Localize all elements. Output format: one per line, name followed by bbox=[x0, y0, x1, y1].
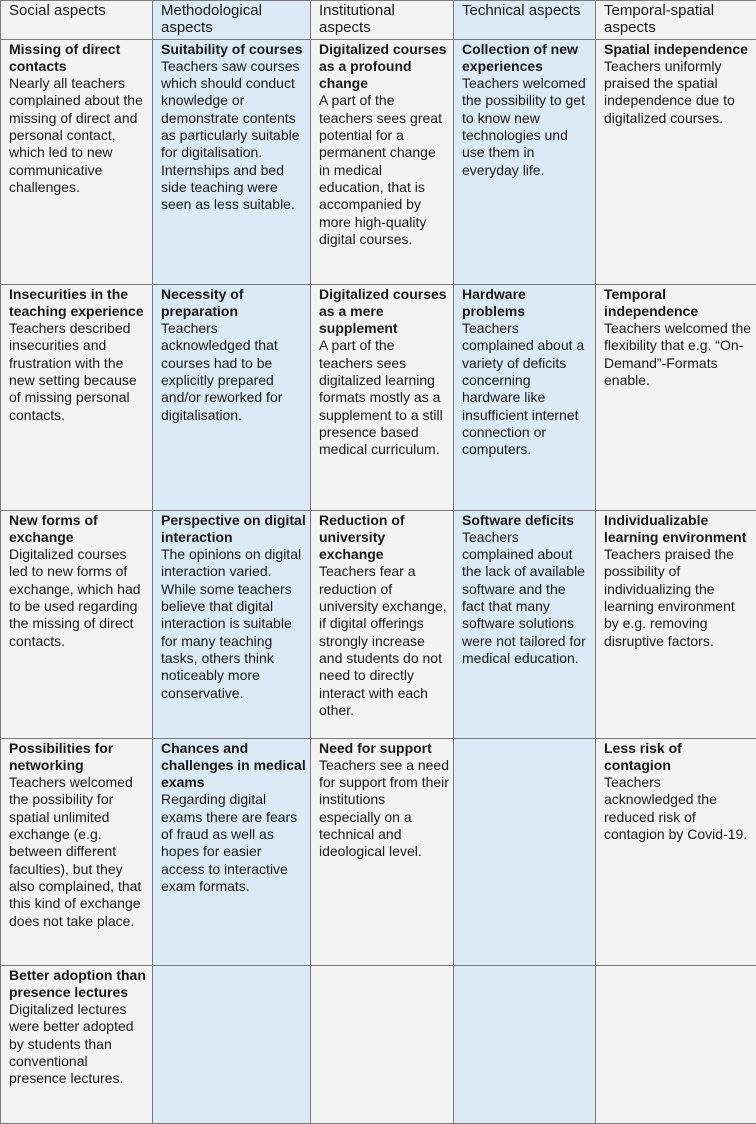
table-cell bbox=[311, 738, 454, 965]
cell-title: Hardware problems bbox=[462, 286, 591, 321]
cell-title: Reduction of university exchange bbox=[319, 512, 449, 564]
table-cell bbox=[153, 39, 311, 284]
cell-text: Regarding digital exams there are fears of fraud as well as hopes for easier access to interactive exam formats. bbox=[161, 791, 306, 895]
table-cell bbox=[454, 510, 596, 738]
cell-title: New forms of exchange bbox=[9, 512, 148, 547]
cell-text: Teachers complained about a variety of deficits concerning hardware like insufficient internet connection or computers. bbox=[462, 320, 591, 458]
table-cell bbox=[454, 39, 596, 284]
table-row bbox=[1, 510, 756, 738]
table-row bbox=[1, 965, 756, 1123]
cell-text: Teachers welcomed the possibility to get to know new technologies und use them in everyday life. bbox=[462, 75, 591, 179]
cell-text: Nearly all teachers complained about the missing of direct and personal contact, which led to new communicative challenges. bbox=[9, 75, 148, 196]
cell-title: Digitalized courses as a mere supplement bbox=[319, 286, 449, 338]
header-technical-aspects: Technical aspects bbox=[454, 1, 596, 40]
cell-title: Chances and challenges in medical exams bbox=[161, 740, 306, 792]
table-row bbox=[1, 284, 756, 510]
cell-title: Less risk of contagion bbox=[604, 740, 752, 775]
header-methodological-aspects: Methodological aspects bbox=[153, 1, 311, 40]
header-row bbox=[1, 1, 756, 40]
table-cell bbox=[1, 39, 153, 284]
cell-text: Digitalized lectures were better adopted by students than conventional presence lectures. bbox=[9, 1001, 148, 1087]
table-cell bbox=[311, 284, 454, 510]
cell-text: Teachers see a need for support from their institutions especially on a technical and ideological level. bbox=[319, 757, 449, 861]
cell-title: Possibilities for networking bbox=[9, 740, 148, 775]
table-cell bbox=[596, 284, 756, 510]
table-cell bbox=[153, 284, 311, 510]
table-cell bbox=[311, 510, 454, 738]
cell-text: A part of the teachers sees digitalized learning formats mostly as a supplement to a still presence based medical curriculum. bbox=[319, 337, 449, 458]
table-cell-empty bbox=[153, 965, 311, 1123]
cell-text: Teachers acknowledged the reduced risk of contagion by Covid-19. bbox=[604, 774, 752, 843]
cell-title: Collection of new experiences bbox=[462, 41, 591, 76]
cell-text: Teachers uniformly praised the spatial independence due to digitalized courses. bbox=[604, 58, 752, 127]
table-cell bbox=[1, 510, 153, 738]
cell-title: Software deficits bbox=[462, 512, 591, 529]
cell-title: Spatial independence bbox=[604, 41, 752, 58]
table-cell bbox=[596, 738, 756, 965]
table-cell bbox=[1, 284, 153, 510]
table-row bbox=[1, 738, 756, 965]
cell-title: Temporal independence bbox=[604, 286, 752, 321]
cell-text: Teachers complained about the lack of available software and the fact that many software solutions were not tailored for medical education. bbox=[462, 529, 591, 667]
header-social-aspects: Social aspects bbox=[1, 1, 153, 40]
cell-text: Teachers saw courses which should conduct knowledge or demonstrate contents as particularly suitable for digitalisation. Internships and bed side teaching were seen as less suitable. bbox=[161, 58, 306, 214]
table-cell bbox=[454, 284, 596, 510]
table-cell bbox=[596, 510, 756, 738]
cell-title: Better adoption than presence lectures bbox=[9, 967, 148, 1002]
cell-title: Missing of direct contacts bbox=[9, 41, 148, 76]
cell-text: A part of the teachers sees great potential for a permanent change in medical education, that is accompanied by more high-quality digital courses. bbox=[319, 92, 449, 248]
table-cell bbox=[596, 39, 756, 284]
table-cell-empty bbox=[454, 965, 596, 1123]
cell-text: The opinions on digital interaction varied. While some teachers believe that digital interaction is suitable for many teaching tasks, others think noticeably more conservative. bbox=[161, 546, 306, 702]
cell-title: Insecurities in the teaching experience bbox=[9, 286, 148, 321]
cell-title: Necessity of preparation bbox=[161, 286, 306, 321]
cell-text: Teachers praised the possibility of individualizing the learning environment by e.g. removing disruptive factors. bbox=[604, 546, 752, 650]
table-cell bbox=[153, 510, 311, 738]
cell-text: Teachers described insecurities and frustration with the new setting because of missing personal contacts. bbox=[9, 320, 148, 424]
table-cell bbox=[1, 738, 153, 965]
header-temporal-spatial-aspects: Temporal-spatial aspects bbox=[596, 1, 756, 40]
cell-text: Teachers welcomed the possibility for spatial unlimited exchange (e.g. between different faculties), but they also complained, that this kind of exchange does not take place. bbox=[9, 774, 148, 930]
cell-title: Suitability of courses bbox=[161, 41, 306, 58]
table-cell-empty bbox=[311, 965, 454, 1123]
cell-text: Teachers welcomed the flexibility that e.g. “On-Demand”-Formats enable. bbox=[604, 320, 752, 389]
cell-title: Individualizable learning environment bbox=[604, 512, 752, 547]
table-cell bbox=[153, 738, 311, 965]
table-cell-empty bbox=[454, 738, 596, 965]
table-row bbox=[1, 39, 756, 284]
cell-text: Digitalized courses led to new forms of exchange, which had to be used regarding the missing of direct contacts. bbox=[9, 546, 148, 650]
cell-text: Teachers acknowledged that courses had to be explicitly prepared and/or reworked for digitalisation. bbox=[161, 320, 306, 424]
cell-title: Digitalized courses as a profound change bbox=[319, 41, 449, 93]
cell-title: Perspective on digital interaction bbox=[161, 512, 306, 547]
table-cell bbox=[1, 965, 153, 1123]
table-cell-empty bbox=[596, 965, 756, 1123]
cell-text: Teachers fear a reduction of university exchange, if digital offerings strongly increase and students do not need to directly interact with each other. bbox=[319, 563, 449, 719]
header-institutional-aspects: Institutional aspects bbox=[311, 1, 454, 40]
table-cell bbox=[311, 39, 454, 284]
cell-title: Need for support bbox=[319, 740, 449, 757]
